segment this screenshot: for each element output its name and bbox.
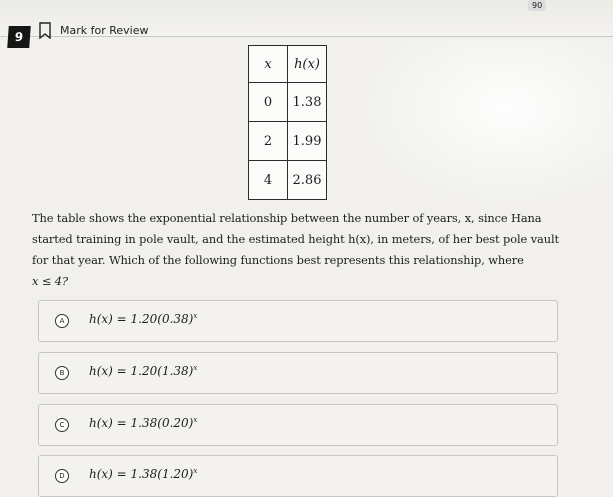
bookmark-icon bbox=[38, 22, 52, 39]
table-cell: 2.86 bbox=[288, 161, 327, 200]
question-text bbox=[32, 208, 592, 292]
table-header-x: x bbox=[249, 46, 288, 83]
table-row bbox=[249, 122, 327, 161]
question-line: started training in pole vault, and the estimated height h(x), in meters, of her best pole vault bbox=[32, 232, 559, 246]
table-cell: 0 bbox=[249, 83, 288, 122]
choice-b[interactable] bbox=[38, 352, 558, 394]
corner-badge: 90 bbox=[528, 0, 546, 11]
choice-letter-a: A bbox=[55, 314, 69, 328]
question-number: 9 bbox=[7, 26, 31, 48]
choice-letter-d: D bbox=[55, 469, 69, 483]
choice-expression-c: $h(x) = 1.38(0.20)^x$ bbox=[89, 416, 198, 430]
table-row bbox=[249, 83, 327, 122]
table-row bbox=[249, 161, 327, 200]
question-line: The table shows the exponential relationship between the number of years, x, since Hana bbox=[32, 211, 542, 225]
table-header-hx: h(x) bbox=[288, 46, 327, 83]
mark-for-review-label: Mark for Review bbox=[60, 24, 149, 37]
choice-expression-a: $h(x) = 1.20(0.38)^x$ bbox=[89, 312, 198, 326]
question-line: x ≤ 4? bbox=[32, 274, 68, 288]
mark-for-review-button[interactable] bbox=[38, 22, 149, 39]
choice-d[interactable] bbox=[38, 455, 558, 497]
table-cell: 4 bbox=[249, 161, 288, 200]
choice-expression-d: $h(x) = 1.38(1.20)^x$ bbox=[89, 467, 198, 481]
choice-c[interactable] bbox=[38, 404, 558, 446]
table-cell: 1.38 bbox=[288, 83, 327, 122]
screen-glare bbox=[352, 40, 612, 210]
choice-expression-b: $h(x) = 1.20(1.38)^x$ bbox=[89, 364, 198, 378]
data-table bbox=[248, 45, 327, 200]
table-cell: 1.99 bbox=[288, 122, 327, 161]
choice-letter-b: B bbox=[55, 366, 69, 380]
table-cell: 2 bbox=[249, 122, 288, 161]
question-line: for that year. Which of the following functions best represents this relationship, where bbox=[32, 253, 524, 267]
choice-a[interactable] bbox=[38, 300, 558, 342]
table-header-row bbox=[249, 46, 327, 83]
choice-letter-c: C bbox=[55, 418, 69, 432]
